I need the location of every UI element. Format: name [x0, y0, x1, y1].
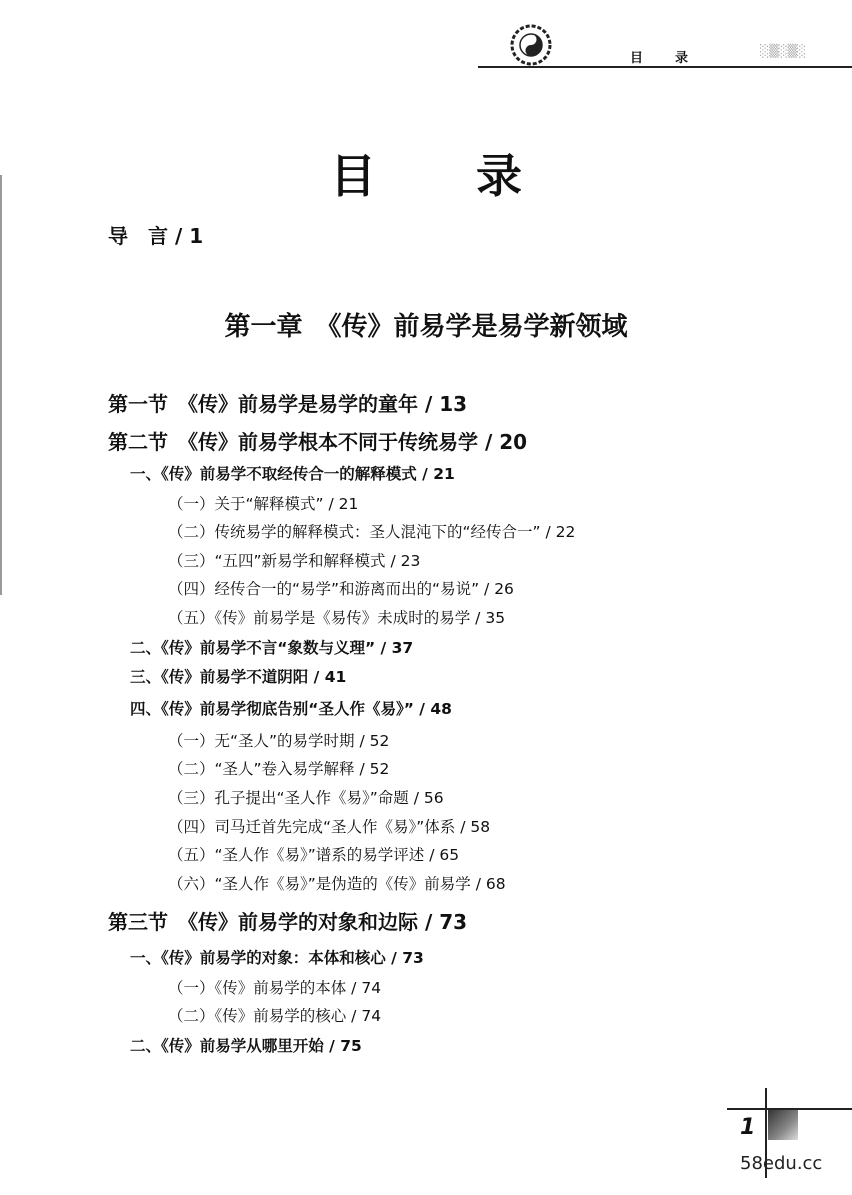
- header-decoration: ░▒░▒░: [760, 44, 807, 58]
- toc-item: （五）《传》前易学是《易传》未成时的易学 / 35: [168, 609, 506, 627]
- toc-subsection: 一、《传》前易学不取经传合一的解释模式 / 21: [130, 465, 455, 483]
- toc-item: （五）“圣人作《易》”谱系的易学评述 / 65: [168, 846, 460, 864]
- toc-item: （三）“五四”新易学和解释模式 / 23: [168, 552, 421, 570]
- page-number: 1: [740, 1115, 756, 1140]
- chapter-heading: 第一章 《传》前易学是易学新领域: [224, 312, 628, 342]
- toc-item: （二）传统易学的解释模式：圣人混沌下的“经传合一” / 22: [168, 523, 576, 541]
- page-corner-block: [768, 1110, 798, 1140]
- toc-item: （三）孔子提出“圣人作《易》”命题 / 56: [168, 789, 444, 807]
- toc-subsection: 三、《传》前易学不道阴阳 / 41: [130, 668, 347, 686]
- page-title: 目录: [330, 149, 622, 203]
- toc-subsection: 一、《传》前易学的对象：本体和核心 / 73: [130, 949, 424, 967]
- toc-section: 第二节 《传》前易学根本不同于传统易学 / 20: [108, 430, 528, 454]
- bagua-logo-icon: [510, 24, 552, 66]
- running-header: 目录: [630, 51, 721, 66]
- toc-subsection: 四、《传》前易学彻底告别“圣人作《易》” / 48: [130, 700, 452, 718]
- toc-entry-intro: 导 言 / 1: [108, 224, 204, 248]
- toc-item: （一）关于“解释模式” / 21: [168, 495, 359, 513]
- toc-item: （六）“圣人作《易》”是伪造的《传》前易学 / 68: [168, 875, 506, 893]
- toc-item: （一）无“圣人”的易学时期 / 52: [168, 732, 390, 750]
- toc-item: （二）《传》前易学的核心 / 74: [168, 1007, 382, 1025]
- toc-item: （四）经传合一的“易学”和游离而出的“易说” / 26: [168, 580, 514, 598]
- watermark: 58edu.cc: [740, 1153, 823, 1174]
- toc-section: 第一节 《传》前易学是易学的童年 / 13: [108, 392, 468, 416]
- toc-item: （二）“圣人”卷入易学解释 / 52: [168, 760, 390, 778]
- toc-subsection: 二、《传》前易学从哪里开始 / 75: [130, 1037, 362, 1055]
- toc-item: （四）司马迁首先完成“圣人作《易》”体系 / 58: [168, 818, 491, 836]
- toc-subsection: 二、《传》前易学不言“象数与义理” / 37: [130, 639, 414, 657]
- toc-item: （一）《传》前易学的本体 / 74: [168, 979, 382, 997]
- binding-edge: [0, 175, 2, 595]
- toc-section: 第三节 《传》前易学的对象和边际 / 73: [108, 910, 468, 934]
- header-rule: [478, 66, 852, 68]
